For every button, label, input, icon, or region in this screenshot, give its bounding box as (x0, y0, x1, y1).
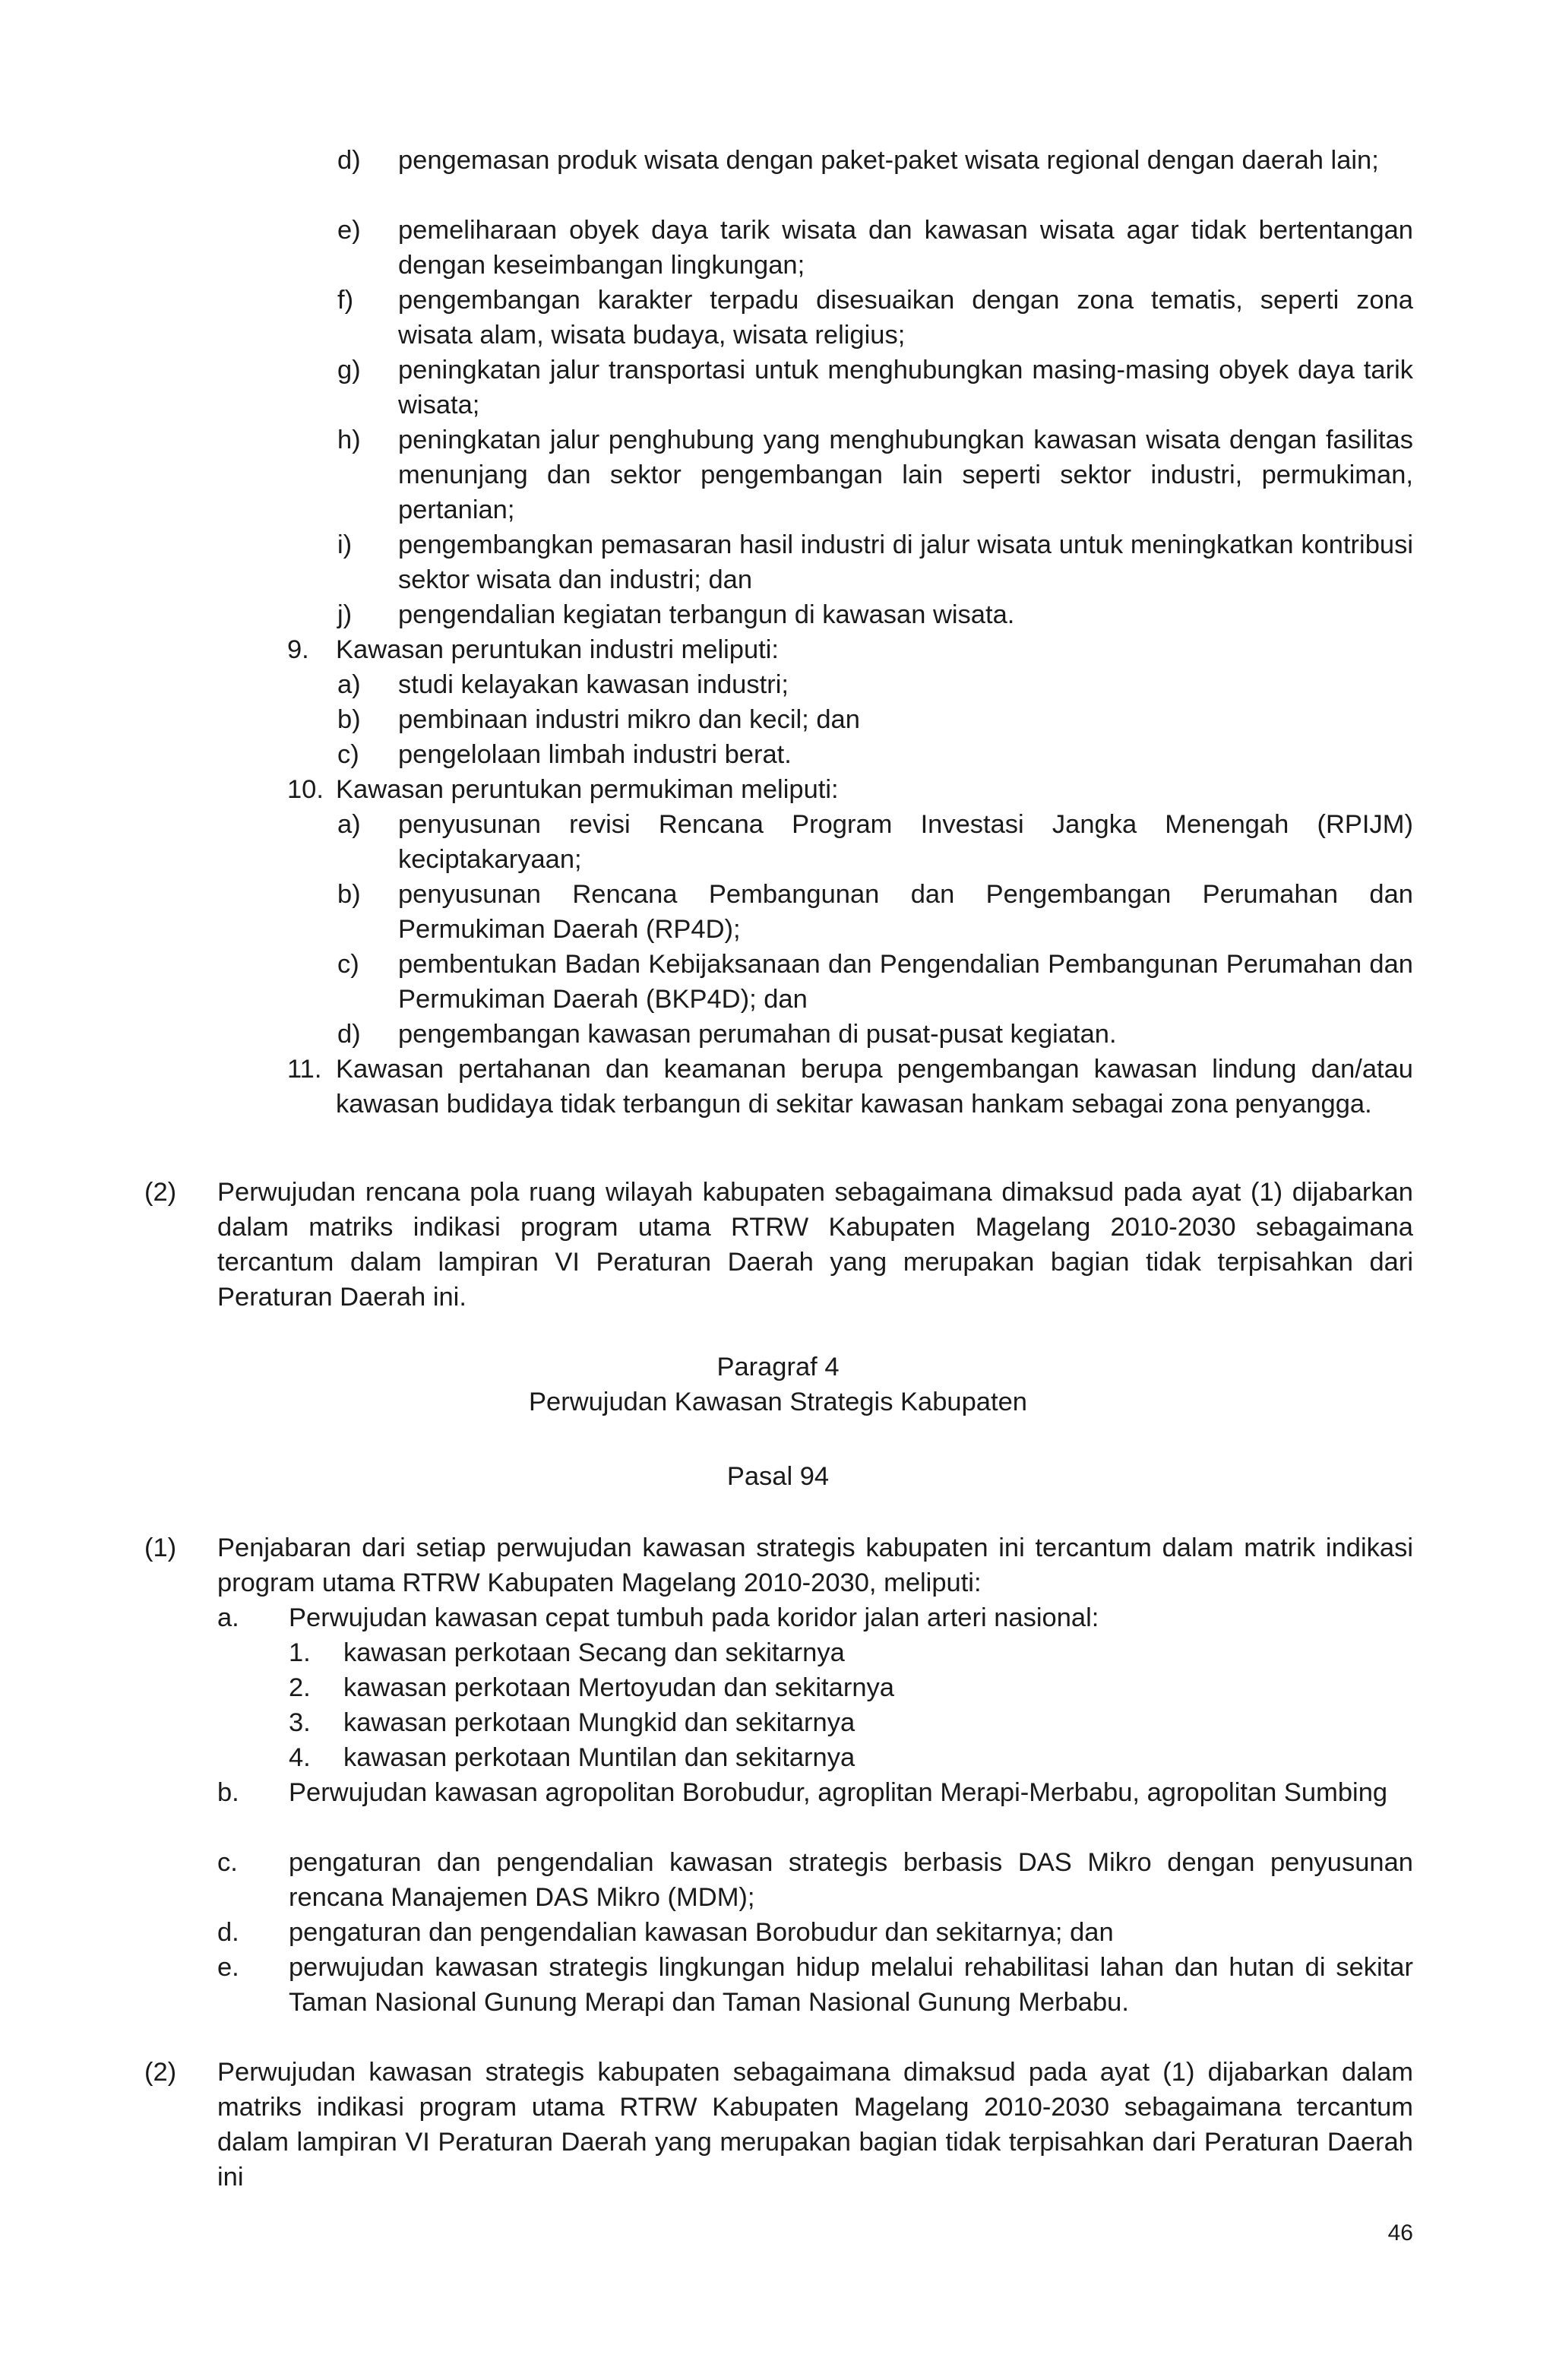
list-text: kawasan perkotaan Mungkid dan sekitarnya (343, 1708, 855, 1737)
list-text: pengelolaan limbah industri berat. (398, 740, 792, 769)
list-item-9a (337, 667, 1413, 702)
list-item-8d (337, 143, 1413, 178)
ayat-text: Perwujudan rencana pola ruang wilayah kabupaten sebagaimana dimaksud pada ayat (1) dijabarkan dalam matriks indikasi program utama RTRW Kabupaten Magelang 2010-2030 sebagaimana tercantum dalam lampiran VI Peraturan Daerah yang merupakan bagian tidak terpisahkan dari Peraturan Daerah ini. (217, 1178, 1413, 1312)
list-label: 3. (289, 1708, 311, 1737)
list-label: b) (337, 880, 361, 909)
list-text: pengendalian kegiatan terbangun di kawasan wisata. (398, 600, 1015, 629)
list-label: c) (337, 950, 359, 979)
page-number: 46 (1387, 2220, 1413, 2245)
list-text: Kawasan pertahanan dan keamanan berupa pengembangan kawasan lindung dan/atau kawasan budidaya tidak terbangun di sekitar kawasan hankam sebagai zona penyangga. (336, 1055, 1413, 1119)
paragraf-subtitle: Perwujudan Kawasan Strategis Kabupaten (529, 1388, 1027, 1416)
list-text: Perwujudan kawasan cepat tumbuh pada koridor jalan arteri nasional: (289, 1603, 1099, 1632)
list-text: pemeliharaan obyek daya tarik wisata dan kawasan wisata agar tidak bertentangan dengan keseimbangan lingkungan; (398, 216, 1413, 280)
list-text: pengembangkan pemasaran hasil industri di jalur wisata untuk meningkatkan kontribusi sektor wisata dan industri; dan (398, 530, 1413, 594)
list-text: pengaturan dan pengendalian kawasan Borobudur dan sekitarnya; dan (289, 1918, 1114, 1947)
list-label: 9. (287, 635, 309, 664)
list-text: kawasan perkotaan Mertoyudan dan sekitarnya (343, 1673, 894, 1702)
list-text: pengaturan dan pengendalian kawasan strategis berbasis DAS Mikro dengan penyusunan rencana Manajemen DAS Mikro (MDM); (289, 1848, 1413, 1912)
list-item-10d (337, 1017, 1413, 1052)
list-text: peningkatan jalur penghubung yang menghubungkan kawasan wisata dengan fasilitas menunjang dan sektor pengembangan lain seperti sektor industri, permukiman, pertanian; (398, 426, 1413, 524)
paragraph-ayat-2 (144, 1175, 1413, 1315)
list-label: e. (217, 1953, 239, 1982)
list-text: penyusunan Rencana Pembangunan dan Pengembangan Perumahan dan Permukiman Daerah (RP4D); (398, 880, 1413, 944)
list-label: a) (337, 670, 361, 699)
list-item-a4 (289, 1740, 1413, 1775)
list-item-a (217, 1600, 1413, 1635)
list-item-e (217, 1950, 1413, 2020)
paragraf-heading: Paragraf 4 (716, 1353, 840, 1381)
list-label: b) (337, 705, 361, 734)
list-text: pengemasan produk wisata dengan paket-paket wisata regional dengan daerah lain; (398, 146, 1379, 175)
list-item-9c (337, 737, 1413, 772)
list-text: Kawasan peruntukan permukiman meliputi: (336, 775, 839, 804)
list-item-9b (337, 702, 1413, 737)
list-label: 2. (289, 1673, 311, 1702)
list-label: f) (337, 286, 354, 315)
list-text: kawasan perkotaan Muntilan dan sekitarnya (343, 1743, 855, 1772)
list-item-8h (337, 423, 1413, 527)
list-text: Kawasan peruntukan industri meliputi: (336, 635, 779, 664)
pasal-heading: Pasal 94 (726, 1462, 830, 1491)
list-item-9 (287, 632, 1413, 667)
list-item-c (217, 1845, 1413, 1915)
list-item-8g (337, 353, 1413, 423)
list-text: perwujudan kawasan strategis lingkungan hidup melalui rehabilitasi lahan dan hutan di sekitar Taman Nasional Gunung Merapi dan Taman Nasional Gunung Merbabu. (289, 1953, 1413, 2017)
list-label: i) (337, 530, 353, 559)
ayat-label: (2) (144, 1178, 177, 1207)
list-label: e) (337, 216, 361, 245)
list-item-d (217, 1915, 1413, 1950)
list-text: penyusunan revisi Rencana Program Investasi Jangka Menengah (RPIJM) keciptakaryaan; (398, 810, 1413, 874)
list-label: 11. (287, 1055, 322, 1084)
list-item-a2 (289, 1670, 1413, 1705)
list-text: pengembangan kawasan perumahan di pusat-pusat kegiatan. (398, 1020, 1117, 1049)
list-item-10c (337, 947, 1413, 1017)
list-item-10a (337, 807, 1413, 877)
list-item-a1 (289, 1635, 1413, 1670)
list-item-8e (337, 213, 1413, 283)
list-label: 4. (289, 1743, 311, 1772)
list-label: a) (337, 810, 361, 839)
list-item-b (217, 1775, 1413, 1810)
paragraph-ayat-2-pasal94 (144, 2055, 1413, 2195)
ayat-label: (1) (144, 1533, 177, 1562)
list-text: pembinaan industri mikro dan kecil; dan (398, 705, 860, 734)
list-label: c. (217, 1848, 238, 1877)
list-item-a3 (289, 1705, 1413, 1740)
list-label: 1. (289, 1638, 311, 1667)
list-label: h) (337, 426, 361, 454)
list-item-8j (337, 597, 1413, 632)
list-item-10b (337, 877, 1413, 947)
list-text: pengembangan karakter terpadu disesuaikan dengan zona tematis, seperti zona wisata alam, wisata budaya, wisata religius; (398, 286, 1413, 350)
list-text: Perwujudan kawasan agropolitan Borobudur, agroplitan Merapi-Merbabu, agropolitan Sumbing (289, 1778, 1388, 1807)
list-label: 10. (287, 775, 324, 804)
list-label: a. (217, 1603, 239, 1632)
ayat-label: (2) (144, 2058, 177, 2087)
list-text: studi kelayakan kawasan industri; (398, 670, 789, 699)
list-label: b. (217, 1778, 239, 1807)
list-label: d) (337, 1020, 361, 1049)
paragraph-ayat-1 (144, 1530, 1413, 1600)
list-item-10 (287, 772, 1413, 807)
list-text: pembentukan Badan Kebijaksanaan dan Pengendalian Pembangunan Perumahan dan Permukiman Daerah (BKP4D); dan (398, 950, 1413, 1014)
list-item-8f (337, 283, 1413, 353)
list-label: c) (337, 740, 359, 769)
list-text: kawasan perkotaan Secang dan sekitarnya (343, 1638, 845, 1667)
list-item-8i (337, 527, 1413, 597)
list-item-11 (287, 1052, 1413, 1122)
ayat-text: Perwujudan kawasan strategis kabupaten sebagaimana dimaksud pada ayat (1) dijabarkan dalam matriks indikasi program utama RTRW Kabupaten Magelang 2010-2030 sebagaimana tercantum dalam lampiran VI Peraturan Daerah yang merupakan bagian tidak terpisahkan dari Peraturan Daerah ini (217, 2058, 1413, 2192)
ayat-text: Penjabaran dari setiap perwujudan kawasan strategis kabupaten ini tercantum dalam matrik indikasi program utama RTRW Kabupaten Magelang 2010-2030, meliputi: (217, 1533, 1413, 1597)
list-label: j) (337, 600, 353, 629)
list-label: g) (337, 356, 361, 385)
list-text: peningkatan jalur transportasi untuk menghubungkan masing-masing obyek daya tarik wisata; (398, 356, 1413, 419)
list-label: d. (217, 1918, 239, 1947)
list-label: d) (337, 146, 361, 175)
